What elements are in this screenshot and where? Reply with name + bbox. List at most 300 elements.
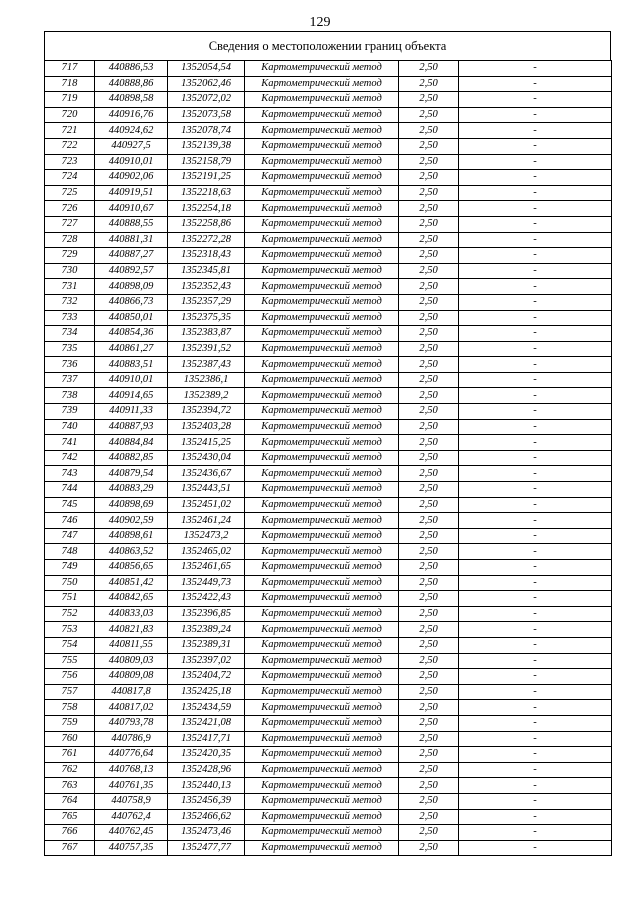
cell-y-coordinate: 1352258,86 (168, 216, 245, 232)
cell-accuracy: 2,50 (399, 606, 459, 622)
cell-description: - (459, 606, 612, 622)
cell-y-coordinate: 1352425,18 (168, 684, 245, 700)
cell-x-coordinate: 440898,69 (95, 497, 168, 513)
cell-description: - (459, 76, 612, 92)
table-row (45, 731, 612, 747)
cell-method: Картометрический метод (245, 419, 399, 435)
cell-y-coordinate: 1352456,39 (168, 793, 245, 809)
cell-description: - (459, 793, 612, 809)
table-row (45, 482, 612, 498)
cell-x-coordinate: 440850,01 (95, 310, 168, 326)
cell-y-coordinate: 1352449,73 (168, 575, 245, 591)
cell-accuracy: 2,50 (399, 435, 459, 451)
cell-y-coordinate: 1352389,24 (168, 622, 245, 638)
cell-method: Картометрический метод (245, 575, 399, 591)
cell-point-number: 765 (45, 809, 95, 825)
cell-method: Картометрический метод (245, 123, 399, 139)
cell-x-coordinate: 440910,67 (95, 201, 168, 217)
table-row (45, 232, 612, 248)
cell-accuracy: 2,50 (399, 388, 459, 404)
cell-point-number: 763 (45, 778, 95, 794)
boundary-sheet (44, 31, 611, 856)
cell-accuracy: 2,50 (399, 653, 459, 669)
cell-x-coordinate: 440919,51 (95, 185, 168, 201)
cell-point-number: 738 (45, 388, 95, 404)
cell-y-coordinate: 1352466,62 (168, 809, 245, 825)
cell-description: - (459, 528, 612, 544)
cell-point-number: 720 (45, 107, 95, 123)
cell-y-coordinate: 1352062,46 (168, 76, 245, 92)
table-row (45, 793, 612, 809)
cell-y-coordinate: 1352072,02 (168, 92, 245, 108)
table-row (45, 170, 612, 186)
cell-accuracy: 2,50 (399, 76, 459, 92)
table-row (45, 341, 612, 357)
cell-point-number: 717 (45, 61, 95, 77)
cell-y-coordinate: 1352389,31 (168, 637, 245, 653)
cell-accuracy: 2,50 (399, 825, 459, 841)
cell-y-coordinate: 1352254,18 (168, 201, 245, 217)
table-row (45, 450, 612, 466)
cell-y-coordinate: 1352397,02 (168, 653, 245, 669)
table-row (45, 76, 612, 92)
table-header (44, 31, 611, 61)
cell-point-number: 723 (45, 154, 95, 170)
cell-description: - (459, 809, 612, 825)
table-row (45, 185, 612, 201)
cell-method: Картометрический метод (245, 622, 399, 638)
cell-description: - (459, 279, 612, 295)
table-row (45, 216, 612, 232)
cell-x-coordinate: 440809,03 (95, 653, 168, 669)
cell-accuracy: 2,50 (399, 762, 459, 778)
cell-accuracy: 2,50 (399, 357, 459, 373)
cell-accuracy: 2,50 (399, 466, 459, 482)
cell-accuracy: 2,50 (399, 294, 459, 310)
table-row (45, 825, 612, 841)
cell-y-coordinate: 1352404,72 (168, 669, 245, 685)
cell-point-number: 751 (45, 591, 95, 607)
cell-description: - (459, 622, 612, 638)
cell-accuracy: 2,50 (399, 92, 459, 108)
cell-method: Картометрический метод (245, 372, 399, 388)
cell-accuracy: 2,50 (399, 404, 459, 420)
table-row (45, 497, 612, 513)
cell-x-coordinate: 440833,03 (95, 606, 168, 622)
table-row (45, 606, 612, 622)
table-row (45, 201, 612, 217)
cell-x-coordinate: 440892,57 (95, 263, 168, 279)
cell-x-coordinate: 440817,02 (95, 700, 168, 716)
cell-x-coordinate: 440914,65 (95, 388, 168, 404)
cell-y-coordinate: 1352451,02 (168, 497, 245, 513)
cell-description: - (459, 357, 612, 373)
table-row (45, 326, 612, 342)
cell-x-coordinate: 440924,62 (95, 123, 168, 139)
cell-y-coordinate: 1352218,63 (168, 185, 245, 201)
cell-x-coordinate: 440887,27 (95, 248, 168, 264)
cell-description: - (459, 326, 612, 342)
cell-x-coordinate: 440861,27 (95, 341, 168, 357)
cell-x-coordinate: 440881,31 (95, 232, 168, 248)
table-row (45, 279, 612, 295)
cell-description: - (459, 669, 612, 685)
coordinates-table (44, 60, 612, 856)
cell-description: - (459, 575, 612, 591)
cell-description: - (459, 637, 612, 653)
cell-method: Картометрический метод (245, 606, 399, 622)
cell-point-number: 752 (45, 606, 95, 622)
cell-method: Картометрический метод (245, 684, 399, 700)
cell-description: - (459, 185, 612, 201)
cell-method: Картометрический метод (245, 778, 399, 794)
cell-description: - (459, 513, 612, 529)
cell-point-number: 756 (45, 669, 95, 685)
cell-method: Картометрический метод (245, 513, 399, 529)
cell-point-number: 750 (45, 575, 95, 591)
cell-description: - (459, 123, 612, 139)
cell-description: - (459, 263, 612, 279)
cell-method: Картометрический метод (245, 809, 399, 825)
cell-accuracy: 2,50 (399, 201, 459, 217)
cell-point-number: 734 (45, 326, 95, 342)
cell-description: - (459, 825, 612, 841)
cell-description: - (459, 154, 612, 170)
cell-method: Картометрический метод (245, 216, 399, 232)
cell-y-coordinate: 1352383,87 (168, 326, 245, 342)
table-row (45, 61, 612, 77)
cell-accuracy: 2,50 (399, 840, 459, 856)
cell-method: Картометрический метод (245, 435, 399, 451)
cell-accuracy: 2,50 (399, 497, 459, 513)
cell-method: Картометрический метод (245, 107, 399, 123)
cell-x-coordinate: 440902,06 (95, 170, 168, 186)
cell-y-coordinate: 1352440,13 (168, 778, 245, 794)
cell-method: Картометрический метод (245, 653, 399, 669)
cell-x-coordinate: 440888,55 (95, 216, 168, 232)
cell-x-coordinate: 440854,36 (95, 326, 168, 342)
table-row (45, 762, 612, 778)
cell-description: - (459, 372, 612, 388)
table-row (45, 700, 612, 716)
cell-method: Картометрический метод (245, 591, 399, 607)
cell-y-coordinate: 1352415,25 (168, 435, 245, 451)
cell-point-number: 721 (45, 123, 95, 139)
cell-method: Картометрический метод (245, 715, 399, 731)
cell-point-number: 722 (45, 138, 95, 154)
table-row (45, 622, 612, 638)
table-row (45, 653, 612, 669)
cell-point-number: 753 (45, 622, 95, 638)
cell-point-number: 730 (45, 263, 95, 279)
coordinates-table-body (45, 61, 612, 856)
cell-x-coordinate: 440911,33 (95, 404, 168, 420)
cell-point-number: 749 (45, 560, 95, 576)
cell-method: Картометрический метод (245, 747, 399, 763)
cell-method: Картометрический метод (245, 793, 399, 809)
cell-point-number: 766 (45, 825, 95, 841)
cell-point-number: 755 (45, 653, 95, 669)
cell-description: - (459, 341, 612, 357)
cell-accuracy: 2,50 (399, 544, 459, 560)
table-row (45, 435, 612, 451)
cell-point-number: 742 (45, 450, 95, 466)
cell-point-number: 718 (45, 76, 95, 92)
cell-y-coordinate: 1352054,54 (168, 61, 245, 77)
cell-y-coordinate: 1352158,79 (168, 154, 245, 170)
cell-x-coordinate: 440927,5 (95, 138, 168, 154)
cell-method: Картометрический метод (245, 326, 399, 342)
table-row (45, 123, 612, 139)
cell-x-coordinate: 440842,65 (95, 591, 168, 607)
cell-x-coordinate: 440786,9 (95, 731, 168, 747)
cell-point-number: 754 (45, 637, 95, 653)
cell-method: Картометрический метод (245, 294, 399, 310)
cell-accuracy: 2,50 (399, 715, 459, 731)
cell-description: - (459, 201, 612, 217)
cell-description: - (459, 138, 612, 154)
cell-point-number: 733 (45, 310, 95, 326)
cell-description: - (459, 591, 612, 607)
cell-point-number: 736 (45, 357, 95, 373)
cell-description: - (459, 107, 612, 123)
table-row (45, 575, 612, 591)
cell-description: - (459, 560, 612, 576)
page-number: 129 (309, 15, 331, 30)
cell-point-number: 739 (45, 404, 95, 420)
cell-y-coordinate: 1352394,72 (168, 404, 245, 420)
cell-point-number: 731 (45, 279, 95, 295)
cell-point-number: 719 (45, 92, 95, 108)
cell-x-coordinate: 440883,29 (95, 482, 168, 498)
cell-method: Картометрический метод (245, 482, 399, 498)
cell-method: Картометрический метод (245, 669, 399, 685)
cell-description: - (459, 388, 612, 404)
table-row (45, 840, 612, 856)
cell-accuracy: 2,50 (399, 747, 459, 763)
table-row (45, 419, 612, 435)
cell-point-number: 757 (45, 684, 95, 700)
cell-method: Картометрический метод (245, 154, 399, 170)
table-row (45, 747, 612, 763)
cell-method: Картометрический метод (245, 310, 399, 326)
table-row (45, 372, 612, 388)
cell-accuracy: 2,50 (399, 450, 459, 466)
cell-accuracy: 2,50 (399, 669, 459, 685)
cell-y-coordinate: 1352352,43 (168, 279, 245, 295)
cell-description: - (459, 544, 612, 560)
cell-description: - (459, 700, 612, 716)
cell-x-coordinate: 440910,01 (95, 372, 168, 388)
cell-accuracy: 2,50 (399, 326, 459, 342)
table-row (45, 637, 612, 653)
cell-y-coordinate: 1352428,96 (168, 762, 245, 778)
cell-method: Картометрический метод (245, 263, 399, 279)
cell-accuracy: 2,50 (399, 684, 459, 700)
cell-accuracy: 2,50 (399, 622, 459, 638)
cell-y-coordinate: 1352461,24 (168, 513, 245, 529)
cell-x-coordinate: 440866,73 (95, 294, 168, 310)
cell-x-coordinate: 440851,42 (95, 575, 168, 591)
cell-point-number: 759 (45, 715, 95, 731)
table-row (45, 715, 612, 731)
cell-method: Картометрический метод (245, 560, 399, 576)
cell-description: - (459, 715, 612, 731)
cell-y-coordinate: 1352272,28 (168, 232, 245, 248)
cell-description: - (459, 747, 612, 763)
cell-method: Картометрический метод (245, 637, 399, 653)
cell-accuracy: 2,50 (399, 778, 459, 794)
cell-x-coordinate: 440898,61 (95, 528, 168, 544)
cell-description: - (459, 450, 612, 466)
cell-method: Картометрический метод (245, 201, 399, 217)
cell-description: - (459, 435, 612, 451)
cell-accuracy: 2,50 (399, 731, 459, 747)
cell-method: Картометрический метод (245, 497, 399, 513)
cell-description: - (459, 778, 612, 794)
table-row (45, 357, 612, 373)
cell-method: Картометрический метод (245, 92, 399, 108)
cell-x-coordinate: 440863,52 (95, 544, 168, 560)
cell-method: Картометрический метод (245, 404, 399, 420)
cell-point-number: 767 (45, 840, 95, 856)
cell-accuracy: 2,50 (399, 248, 459, 264)
cell-point-number: 728 (45, 232, 95, 248)
cell-point-number: 737 (45, 372, 95, 388)
cell-point-number: 743 (45, 466, 95, 482)
cell-x-coordinate: 440898,09 (95, 279, 168, 295)
cell-description: - (459, 170, 612, 186)
cell-y-coordinate: 1352436,67 (168, 466, 245, 482)
cell-accuracy: 2,50 (399, 232, 459, 248)
table-row (45, 591, 612, 607)
table-row (45, 92, 612, 108)
cell-method: Картометрический метод (245, 544, 399, 560)
cell-accuracy: 2,50 (399, 263, 459, 279)
cell-y-coordinate: 1352417,71 (168, 731, 245, 747)
cell-accuracy: 2,50 (399, 107, 459, 123)
cell-y-coordinate: 1352387,43 (168, 357, 245, 373)
cell-x-coordinate: 440817,8 (95, 684, 168, 700)
table-row (45, 560, 612, 576)
cell-y-coordinate: 1352318,43 (168, 248, 245, 264)
cell-accuracy: 2,50 (399, 528, 459, 544)
cell-method: Картометрический метод (245, 76, 399, 92)
cell-method: Картометрический метод (245, 700, 399, 716)
cell-y-coordinate: 1352375,35 (168, 310, 245, 326)
cell-point-number: 758 (45, 700, 95, 716)
cell-y-coordinate: 1352473,46 (168, 825, 245, 841)
cell-description: - (459, 497, 612, 513)
cell-y-coordinate: 1352473,2 (168, 528, 245, 544)
cell-method: Картометрический метод (245, 731, 399, 747)
cell-y-coordinate: 1352139,38 (168, 138, 245, 154)
cell-y-coordinate: 1352421,08 (168, 715, 245, 731)
table-row (45, 263, 612, 279)
cell-description: - (459, 684, 612, 700)
cell-description: - (459, 216, 612, 232)
cell-y-coordinate: 1352430,04 (168, 450, 245, 466)
cell-accuracy: 2,50 (399, 123, 459, 139)
cell-point-number: 740 (45, 419, 95, 435)
cell-method: Картометрический метод (245, 248, 399, 264)
cell-accuracy: 2,50 (399, 560, 459, 576)
cell-accuracy: 2,50 (399, 575, 459, 591)
cell-accuracy: 2,50 (399, 513, 459, 529)
cell-description: - (459, 466, 612, 482)
cell-x-coordinate: 440856,65 (95, 560, 168, 576)
cell-y-coordinate: 1352477,77 (168, 840, 245, 856)
cell-method: Картометрический метод (245, 341, 399, 357)
cell-x-coordinate: 440761,35 (95, 778, 168, 794)
cell-accuracy: 2,50 (399, 310, 459, 326)
cell-x-coordinate: 440793,78 (95, 715, 168, 731)
table-row (45, 528, 612, 544)
cell-method: Картометрический метод (245, 61, 399, 77)
cell-x-coordinate: 440757,35 (95, 840, 168, 856)
cell-y-coordinate: 1352357,29 (168, 294, 245, 310)
cell-x-coordinate: 440821,83 (95, 622, 168, 638)
cell-method: Картометрический метод (245, 170, 399, 186)
cell-point-number: 732 (45, 294, 95, 310)
cell-point-number: 760 (45, 731, 95, 747)
cell-description: - (459, 61, 612, 77)
cell-point-number: 735 (45, 341, 95, 357)
cell-method: Картометрический метод (245, 825, 399, 841)
cell-x-coordinate: 440809,08 (95, 669, 168, 685)
cell-accuracy: 2,50 (399, 419, 459, 435)
cell-accuracy: 2,50 (399, 61, 459, 77)
cell-y-coordinate: 1352403,28 (168, 419, 245, 435)
cell-x-coordinate: 440887,93 (95, 419, 168, 435)
cell-y-coordinate: 1352391,52 (168, 341, 245, 357)
cell-x-coordinate: 440776,64 (95, 747, 168, 763)
cell-y-coordinate: 1352396,85 (168, 606, 245, 622)
cell-accuracy: 2,50 (399, 279, 459, 295)
cell-accuracy: 2,50 (399, 637, 459, 653)
cell-point-number: 741 (45, 435, 95, 451)
cell-x-coordinate: 440762,45 (95, 825, 168, 841)
cell-description: - (459, 232, 612, 248)
cell-accuracy: 2,50 (399, 793, 459, 809)
cell-accuracy: 2,50 (399, 700, 459, 716)
cell-point-number: 746 (45, 513, 95, 529)
table-row (45, 138, 612, 154)
cell-description: - (459, 731, 612, 747)
cell-point-number: 764 (45, 793, 95, 809)
cell-method: Картометрический метод (245, 232, 399, 248)
cell-description: - (459, 653, 612, 669)
cell-description: - (459, 762, 612, 778)
cell-method: Картометрический метод (245, 450, 399, 466)
cell-x-coordinate: 440758,9 (95, 793, 168, 809)
cell-x-coordinate: 440902,59 (95, 513, 168, 529)
cell-y-coordinate: 1352443,51 (168, 482, 245, 498)
cell-point-number: 744 (45, 482, 95, 498)
cell-description: - (459, 92, 612, 108)
cell-x-coordinate: 440886,53 (95, 61, 168, 77)
cell-point-number: 726 (45, 201, 95, 217)
table-row (45, 778, 612, 794)
cell-description: - (459, 419, 612, 435)
cell-accuracy: 2,50 (399, 809, 459, 825)
cell-y-coordinate: 1352073,58 (168, 107, 245, 123)
cell-y-coordinate: 1352420,35 (168, 747, 245, 763)
table-row (45, 388, 612, 404)
table-row (45, 669, 612, 685)
cell-method: Картометрический метод (245, 279, 399, 295)
cell-y-coordinate: 1352422,43 (168, 591, 245, 607)
